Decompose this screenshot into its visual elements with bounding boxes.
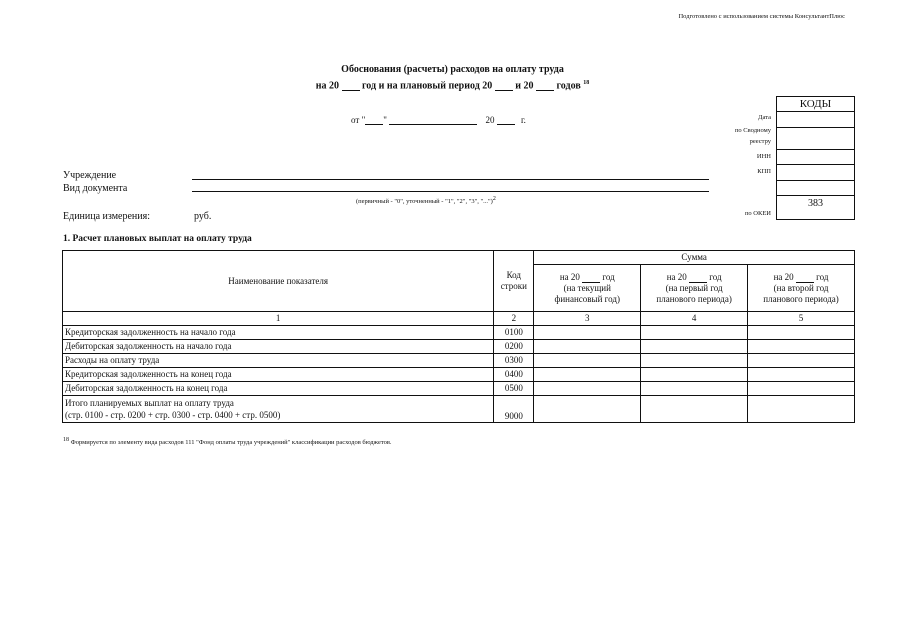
period-text-d: годов bbox=[556, 80, 581, 92]
total-name bbox=[63, 396, 494, 423]
col-number: 3 bbox=[534, 312, 641, 326]
col-sum-plan1-line1: на 20 год bbox=[666, 271, 722, 282]
value-cell[interactable] bbox=[748, 340, 855, 354]
unit-value: руб. bbox=[194, 211, 212, 222]
value-cell[interactable] bbox=[534, 326, 641, 340]
codes-okei-cell: 383 bbox=[808, 198, 823, 209]
date-year-prefix: 20 bbox=[485, 115, 495, 125]
institution-field[interactable] bbox=[192, 179, 709, 180]
date-suffix: г. bbox=[520, 115, 526, 125]
col-name-header: Наименование показателя bbox=[63, 251, 494, 312]
row-code: 0100 bbox=[494, 326, 534, 340]
total-name-line2: (стр. 0100 - стр. 0200 + стр. 0300 - стр. 0400 + стр. 0500) bbox=[65, 410, 281, 420]
doc-type-hint-text: (первичный - "0", уточненный - "1", "2", "3", "...") bbox=[356, 198, 493, 206]
col-sum-plan2-line3: планового периода) bbox=[763, 293, 839, 304]
codes-date-cell[interactable] bbox=[777, 112, 854, 128]
row-name: Кредиторская задолженность на конец года bbox=[63, 368, 494, 382]
codes-okei-label: по ОКЕИ bbox=[744, 210, 771, 217]
table-row-total bbox=[63, 396, 855, 423]
value-cell[interactable] bbox=[534, 354, 641, 368]
value-cell[interactable] bbox=[534, 340, 641, 354]
table-row bbox=[63, 340, 855, 354]
value-cell[interactable] bbox=[534, 382, 641, 396]
period-text-c: и 20 bbox=[515, 80, 534, 92]
col-sum-header: Сумма bbox=[534, 251, 855, 265]
document-date bbox=[351, 115, 526, 125]
plan-year2-blank[interactable] bbox=[536, 81, 554, 91]
codes-svod-label-2: реестру bbox=[749, 138, 771, 145]
title-footnote-mark: 18 bbox=[583, 80, 590, 86]
total-value-cell[interactable] bbox=[641, 396, 748, 423]
date-prefix: от " bbox=[351, 115, 366, 125]
value-cell[interactable] bbox=[748, 354, 855, 368]
col-sum-current-line2: (на текущий bbox=[563, 282, 611, 293]
codes-svod-label-1: по Сводному bbox=[734, 127, 771, 134]
col-sum-plan2-line1: на 20 год bbox=[773, 271, 829, 282]
footnote bbox=[63, 437, 392, 446]
table-row bbox=[63, 382, 855, 396]
col-code-header: Код строки bbox=[494, 251, 534, 312]
table-row bbox=[63, 326, 855, 340]
codes-kpp-cell[interactable] bbox=[777, 165, 854, 181]
row-code: 0500 bbox=[494, 382, 534, 396]
footnote-mark: 18 bbox=[63, 437, 69, 443]
value-cell[interactable] bbox=[641, 340, 748, 354]
col-number: 1 bbox=[63, 312, 494, 326]
codes-inn-cell[interactable] bbox=[777, 150, 854, 166]
total-code: 9000 bbox=[494, 396, 534, 423]
row-name: Расходы на оплату труда bbox=[63, 354, 494, 368]
total-name-line1: Итого планируемых выплат на оплату труда bbox=[65, 398, 234, 408]
year-blank[interactable] bbox=[497, 115, 515, 125]
day-blank[interactable] bbox=[365, 115, 383, 125]
codes-header: КОДЫ bbox=[777, 97, 854, 112]
month-blank[interactable] bbox=[389, 115, 477, 125]
doc-type-hint-mark: 2 bbox=[492, 196, 496, 202]
value-cell[interactable] bbox=[748, 382, 855, 396]
col-number: 5 bbox=[748, 312, 855, 326]
codes-inn-label: ИНН bbox=[756, 153, 771, 160]
footnote-text: Формируется по элементу вида расходов 111 "Фонд оплаты труда учреждений" классификации расходов бюджетов. bbox=[70, 439, 392, 447]
payroll-table bbox=[62, 250, 855, 423]
col-sum-plan2-line2: (на второй год bbox=[773, 282, 829, 293]
total-value-cell[interactable] bbox=[534, 396, 641, 423]
codes-kpp-label: КПП bbox=[757, 168, 771, 175]
codes-empty-cell[interactable] bbox=[777, 181, 854, 197]
value-cell[interactable] bbox=[641, 326, 748, 340]
value-cell[interactable] bbox=[641, 382, 748, 396]
row-name: Дебиторская задолженность на начало года bbox=[63, 340, 494, 354]
value-cell[interactable] bbox=[748, 368, 855, 382]
source-note: Подготовлено с использованием системы КонсультантПлюс bbox=[678, 13, 845, 20]
codes-date-label: Дата bbox=[758, 114, 771, 121]
period-text-b: год и на плановый период 20 bbox=[362, 80, 493, 92]
date-mid: " bbox=[383, 115, 387, 125]
col-number: 4 bbox=[641, 312, 748, 326]
col-sum-current bbox=[534, 265, 641, 312]
value-cell[interactable] bbox=[748, 326, 855, 340]
table-row bbox=[63, 354, 855, 368]
value-cell[interactable] bbox=[641, 368, 748, 382]
col-sum-plan2 bbox=[748, 265, 855, 312]
institution-label: Учреждение bbox=[63, 170, 117, 181]
col-sum-plan1 bbox=[641, 265, 748, 312]
col-sum-plan1-line3: планового периода) bbox=[656, 293, 732, 304]
row-code: 0300 bbox=[494, 354, 534, 368]
document-title: Обоснования (расчеты) расходов на оплату труда bbox=[341, 64, 564, 75]
codes-svod-cell[interactable] bbox=[777, 128, 854, 150]
period-prefix: на 20 bbox=[315, 80, 340, 92]
col-number: 2 bbox=[494, 312, 534, 326]
plan-year1-blank[interactable] bbox=[495, 81, 513, 91]
doc-type-label: Вид документа bbox=[63, 183, 128, 194]
section-title: 1. Расчет плановых выплат на оплату труда bbox=[63, 234, 252, 244]
col-sum-current-line1: на 20 год bbox=[559, 271, 615, 282]
codes-box bbox=[776, 96, 855, 220]
doc-type-hint bbox=[356, 196, 496, 205]
document-period bbox=[0, 80, 905, 91]
value-cell[interactable] bbox=[641, 354, 748, 368]
unit-label: Единица измерения: bbox=[63, 211, 150, 222]
row-code: 0200 bbox=[494, 340, 534, 354]
row-name: Дебиторская задолженность на конец года bbox=[63, 382, 494, 396]
period-year-blank[interactable] bbox=[342, 81, 360, 91]
row-name: Кредиторская задолженность на начало года bbox=[63, 326, 494, 340]
col-sum-current-line3: финансовый год) bbox=[554, 293, 620, 304]
row-code: 0400 bbox=[494, 368, 534, 382]
col-sum-plan1-line2: (на первый год bbox=[665, 282, 723, 293]
total-value-cell[interactable] bbox=[748, 396, 855, 423]
doc-type-field[interactable] bbox=[192, 191, 709, 192]
table-row bbox=[63, 368, 855, 382]
value-cell[interactable] bbox=[534, 368, 641, 382]
